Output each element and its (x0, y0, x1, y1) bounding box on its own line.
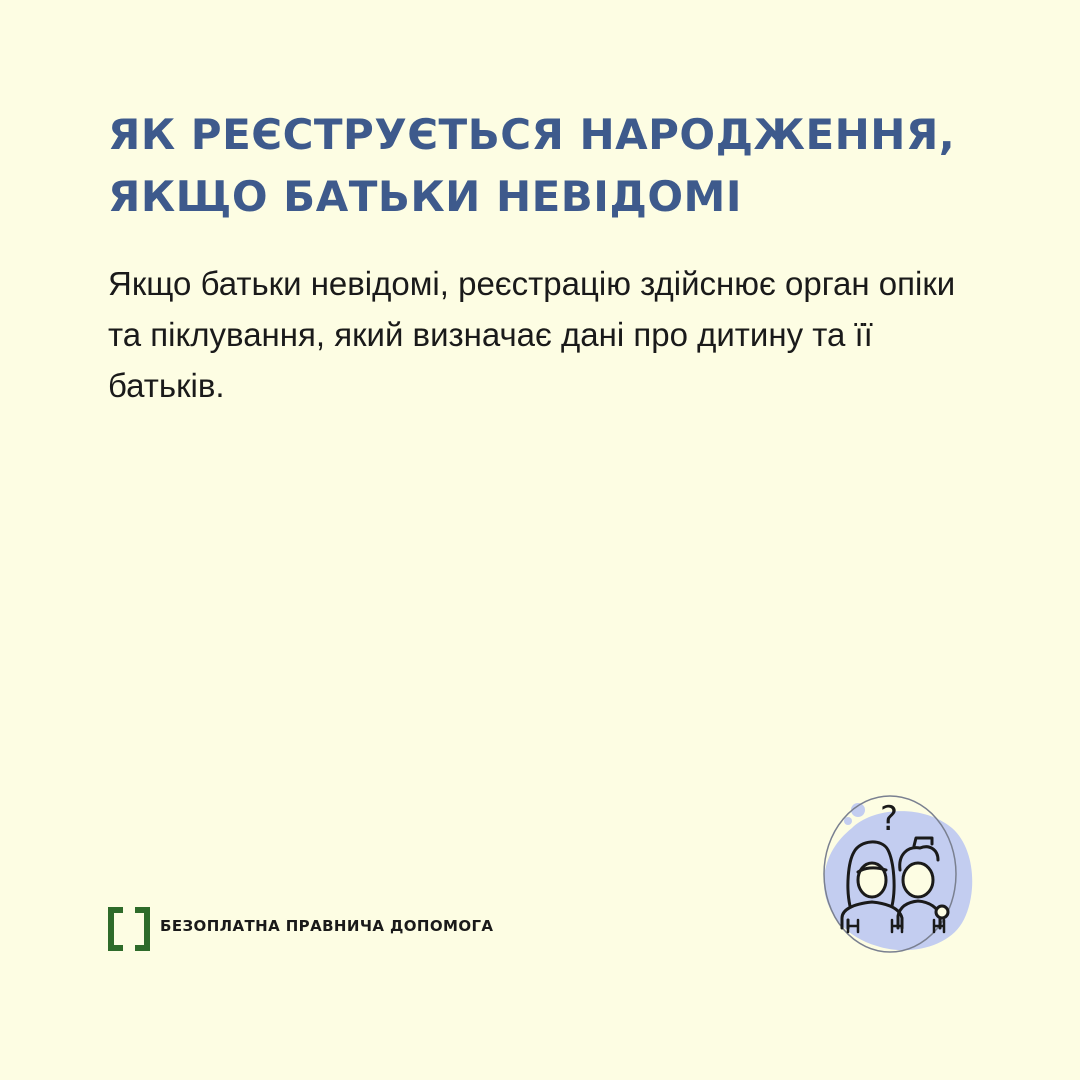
title-line-1: ЯК РЕЄСТРУЄТЬСЯ НАРОДЖЕННЯ, (108, 110, 956, 159)
illustration-bubble-tiny (844, 817, 852, 825)
question-mark: ? (879, 799, 899, 839)
body-paragraph: Якщо батьки невідомі, реєстрацію здійснює орган опіки та піклування, який визначає дані про дитину та її батьків. (108, 265, 956, 404)
page-title (108, 104, 978, 228)
unknown-parents-icon (812, 788, 980, 960)
brand-logo (108, 906, 493, 946)
bracket-logo-icon (108, 907, 150, 945)
title-line-2: ЯКЩО БАТЬКИ НЕВІДОМІ (108, 172, 742, 221)
logo-text: БЕЗОПЛАТНА ПРАВНИЧА ДОПОМОГА (160, 917, 494, 935)
